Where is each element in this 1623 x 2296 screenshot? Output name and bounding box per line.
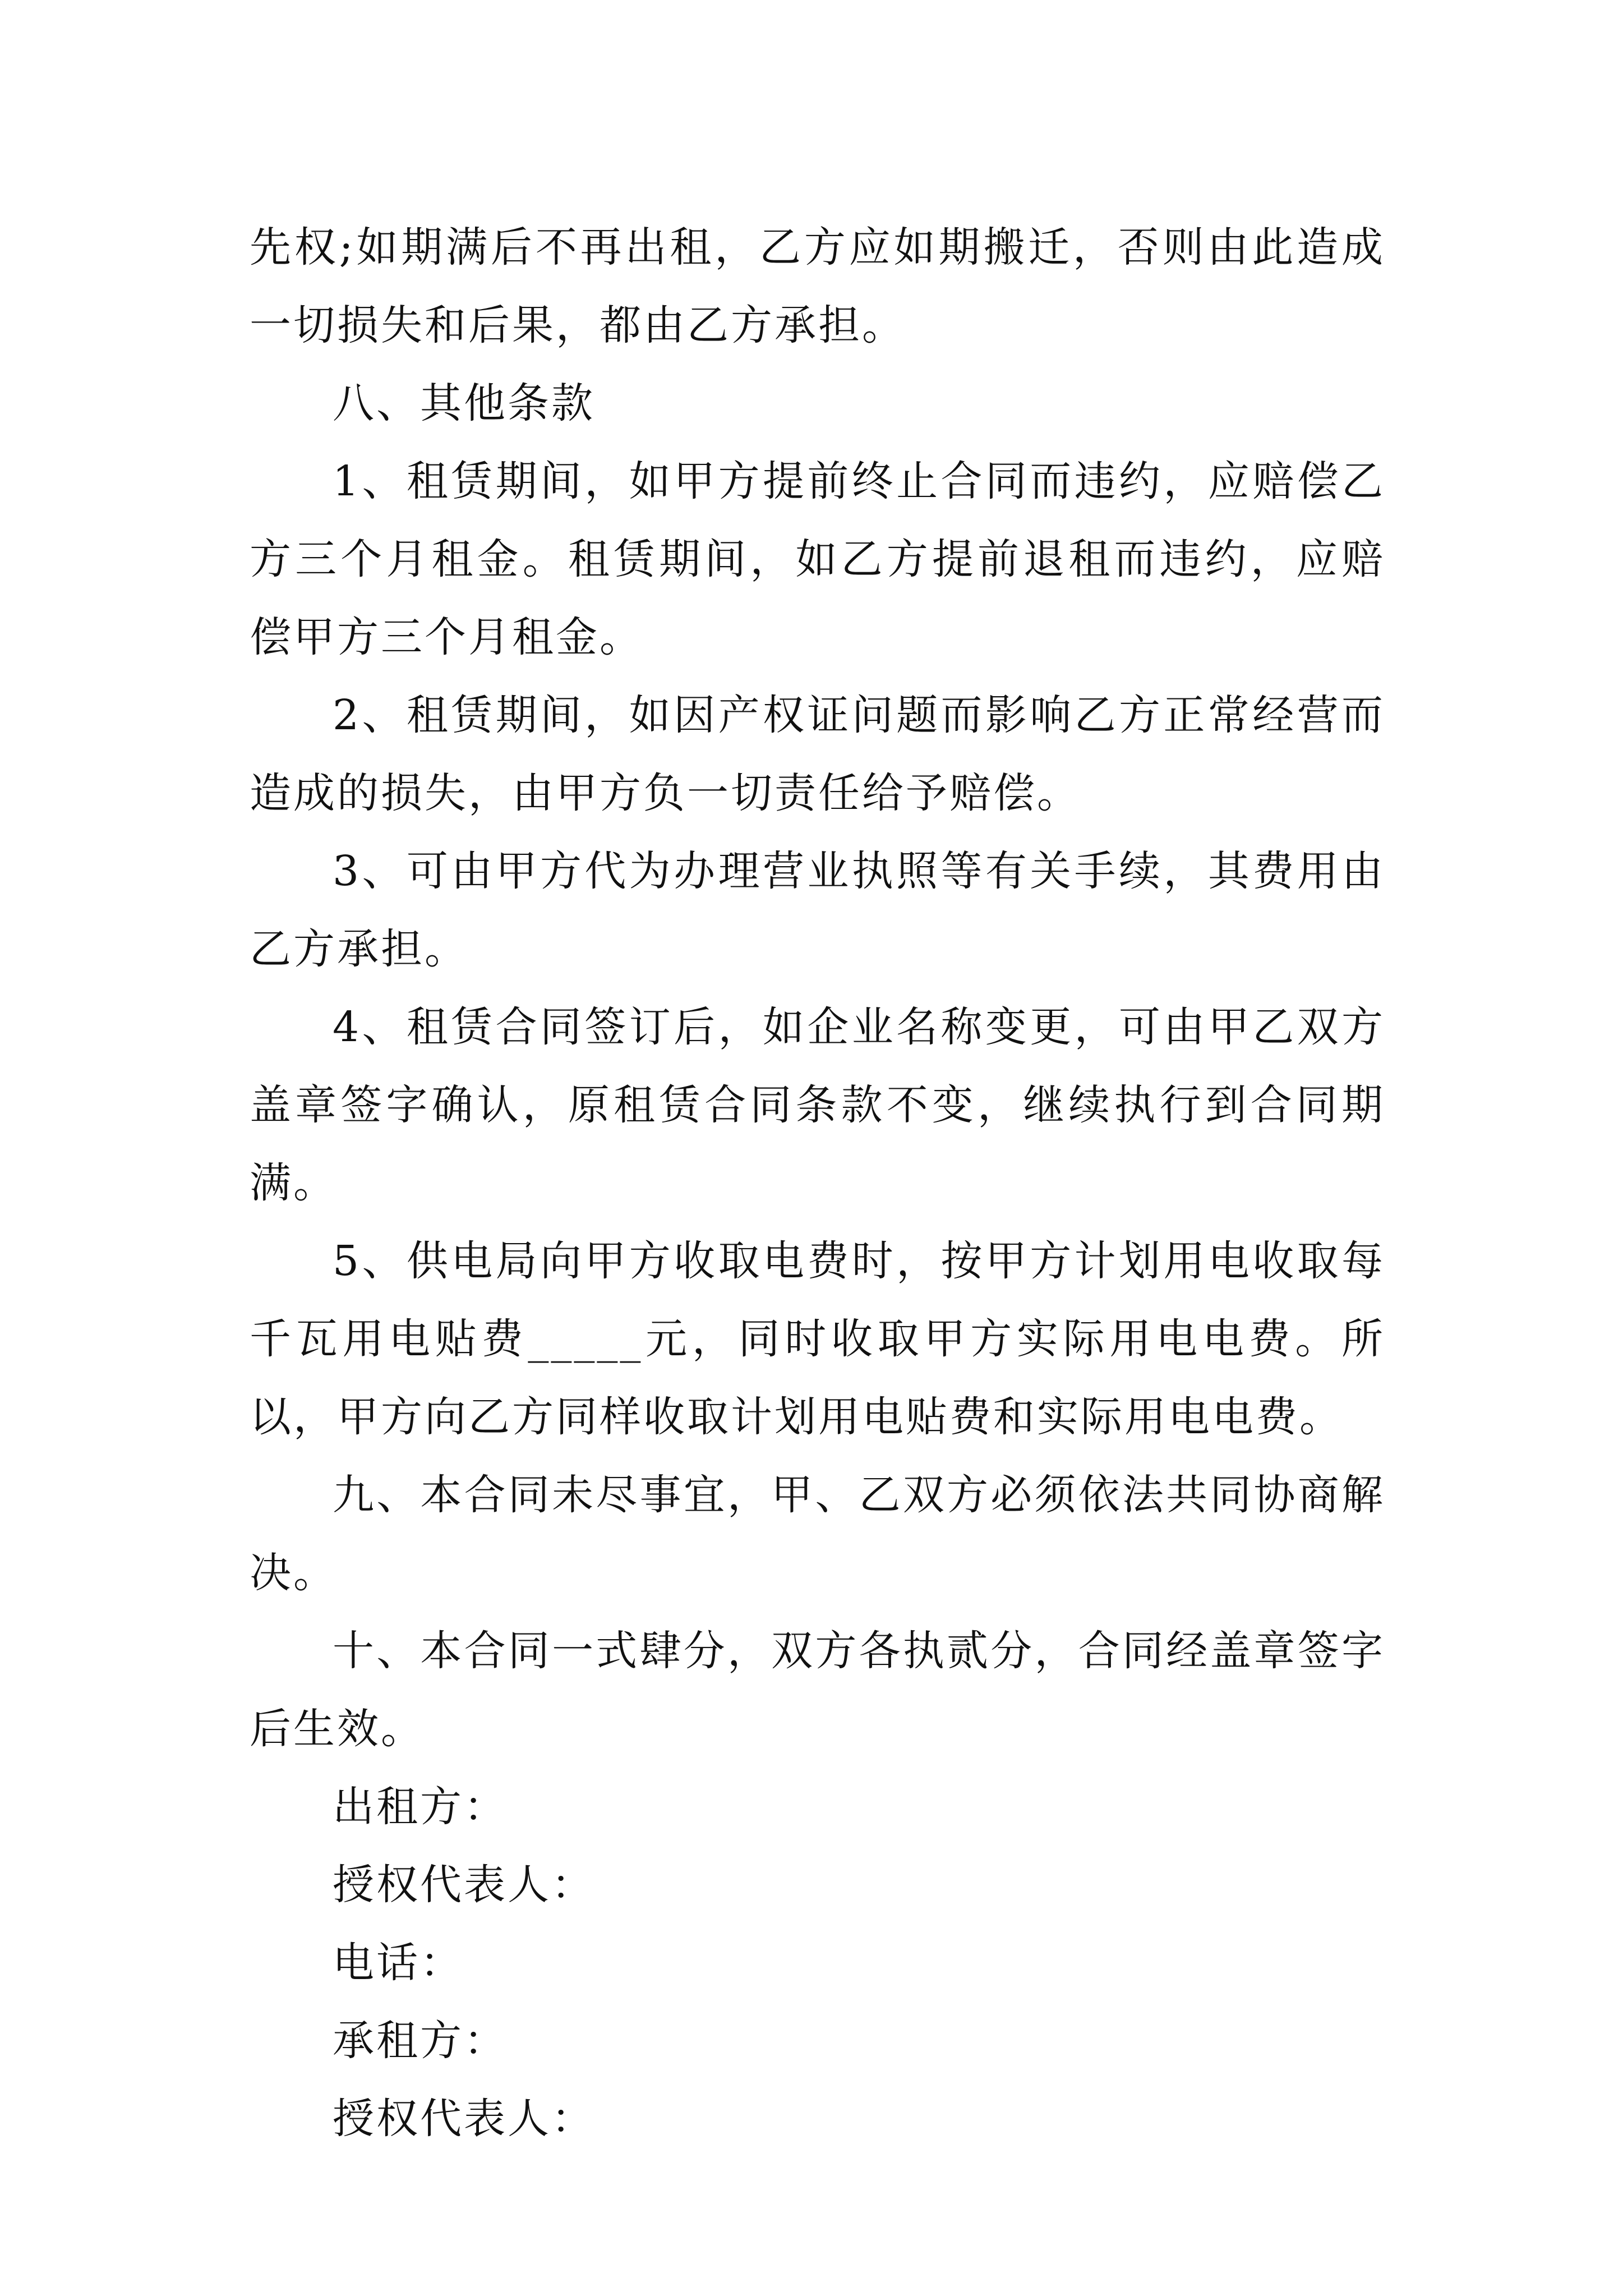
lessee-label: 承租方： xyxy=(333,2017,508,2065)
lessor-label: 出租方： xyxy=(333,1783,508,1831)
clause-4: 4、租赁合同签订后，如企业名称变更，可由甲乙双方盖章签字确认，原租赁合同条款不变，继续执行到合同期满。 xyxy=(250,1003,1385,1207)
document-body xyxy=(250,209,1385,2158)
section-9-unresolved-matters: 九、本合同未尽事宜，甲、乙双方必须依法共同协商解决。 xyxy=(250,1471,1385,1597)
lessor-representative-label: 授权代表人： xyxy=(333,1861,595,1909)
clause-2: 2、租赁期间，如因产权证问题而影响乙方正常经营而造成的损失，由甲方负一切责任给予赔偿。 xyxy=(250,691,1385,817)
clause-1: 1、租赁期间，如甲方提前终止合同而违约，应赔偿乙方三个月租金。租赁期间，如乙方提前退租而违约，应赔偿甲方三个月租金。 xyxy=(250,457,1385,661)
lessee-representative-label: 授权代表人： xyxy=(333,2095,595,2143)
paragraph-continuation: 先权;如期满后不再出租，乙方应如期搬迁，否则由此造成一切损失和后果，都由乙方承担。 xyxy=(250,223,1385,349)
phone-label: 电话： xyxy=(333,1939,464,1987)
section-10-copies: 十、本合同一式肆分，双方各执贰分，合同经盖章签字后生效。 xyxy=(250,1627,1385,1753)
signature-block xyxy=(250,1768,1385,2158)
clause-3: 3、可由甲方代为办理营业执照等有关手续，其费用由乙方承担。 xyxy=(250,847,1385,973)
clause-5: 5、供电局向甲方收取电费时，按甲方计划用电收取每千瓦用电贴费_____元，同时收取甲方实际用电电费。所以，甲方向乙方同样收取计划用电贴费和实际用电电费。 xyxy=(250,1237,1385,1441)
section-heading-other-terms: 八、其他条款 xyxy=(333,379,595,427)
